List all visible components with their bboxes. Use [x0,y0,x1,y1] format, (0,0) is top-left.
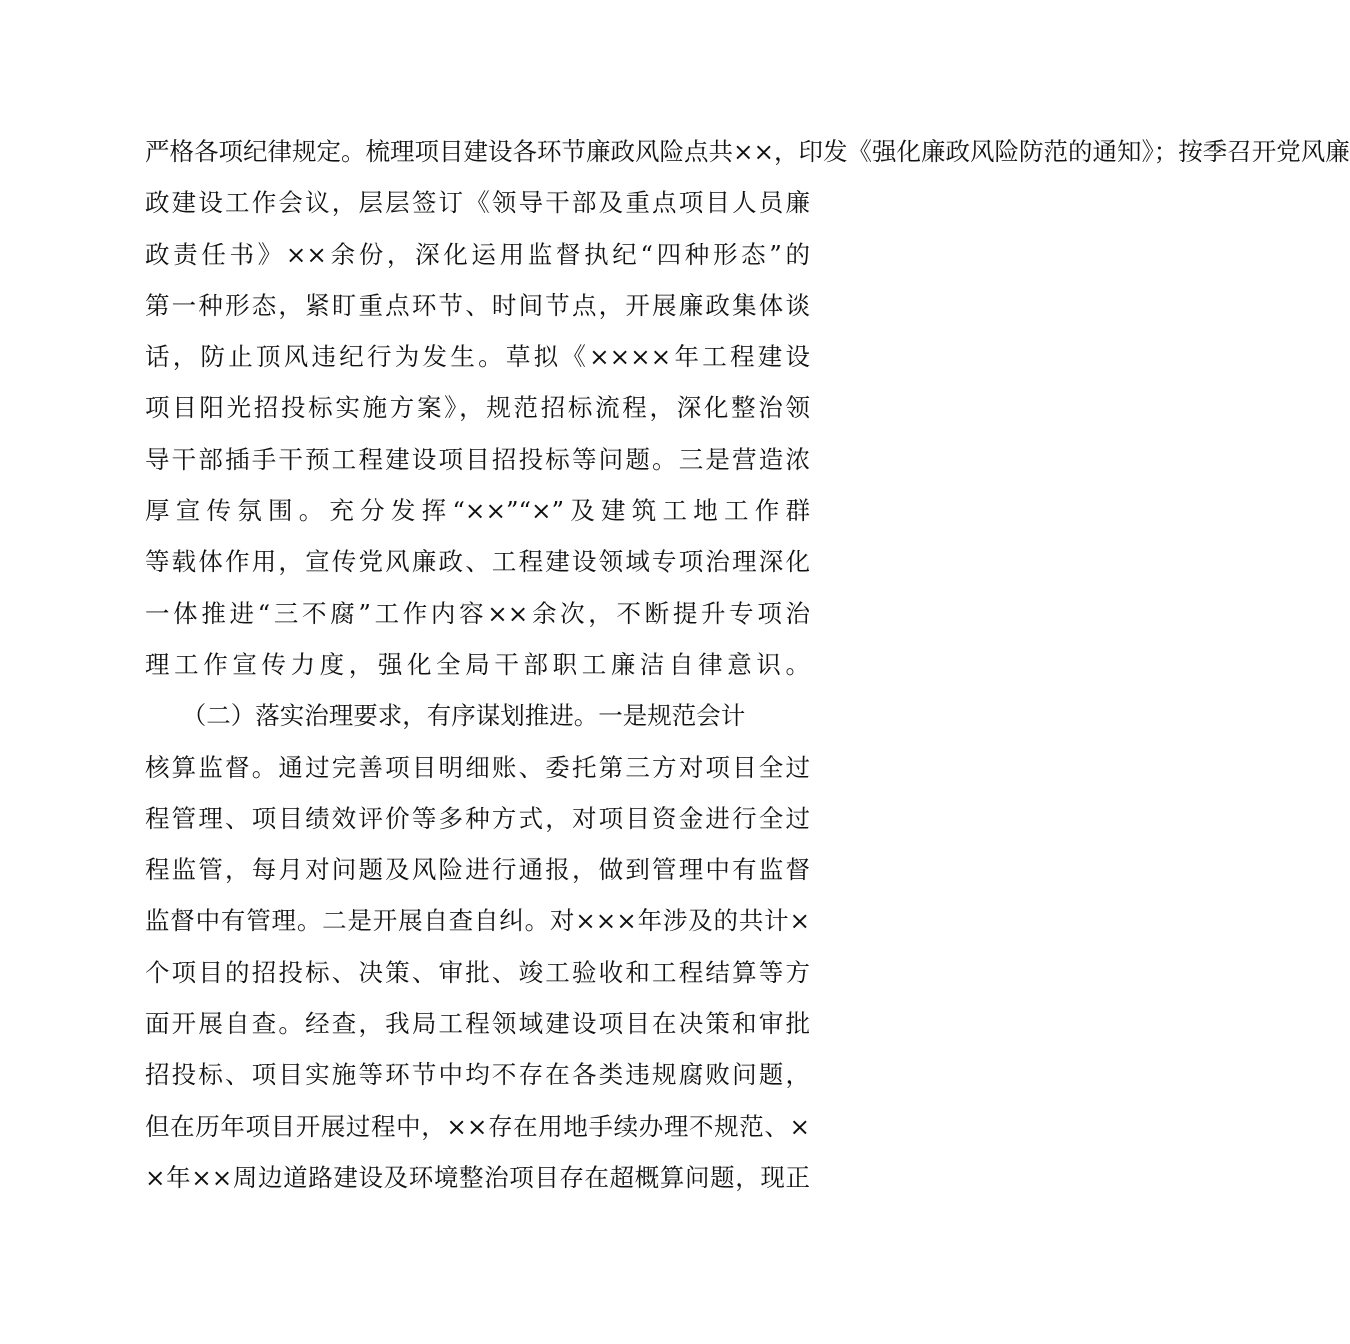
text-line-9: 等载体作用，宣传党风廉政、工程建设领域专项治理深化 [145,547,810,577]
text-line-2: 政建设工作会议，层层签订《领导干部及重点项目人员廉 [145,188,810,218]
text-line-3: 政责任书》××余份，深化运用监督执纪“四种形态”的 [145,239,810,269]
text-line-12: （二）落实治理要求，有序谋划推进。一是规范会计 [145,701,746,731]
text-line-7: 导干部插手干预工程建设项目招投标等问题。三是营造浓 [145,444,810,474]
text-line-5: 话，防止顶风违纪行为发生。草拟《××××年工程建设 [145,342,810,372]
body-text [145,126,1350,1203]
text-line-10: 一体推进“三不腐”工作内容××余次，不断提升专项治 [145,598,810,628]
text-line-16: 监督中有管理。二是开展自查自纠。对×××年涉及的共计× [145,906,810,936]
text-line-1: 严格各项纪律规定。梳理项目建设各环节廉政风险点共××，印发《强化廉政风险防范的通知》；按季召开党风廉 [145,137,1350,166]
text-line-8: 厚宣传氛围。充分发挥“××”“×”及建筑工地工作群 [145,496,810,526]
text-line-11: 理工作宣传力度，强化全局干部职工廉洁自律意识。 [145,649,810,679]
text-line-20: 但在历年项目开展过程中，××存在用地手续办理不规范、× [145,1111,810,1141]
text-line-13: 核算监督。通过完善项目明细账、委托第三方对项目全过 [145,752,810,782]
text-line-17: 个项目的招投标、决策、审批、竣工验收和工程结算等方 [145,957,810,987]
text-line-6: 项目阳光招投标实施方案》，规范招标流程，深化整治领 [145,393,810,423]
text-line-15: 程监管，每月对问题及风险进行通报，做到管理中有监督 [145,855,810,885]
text-line-14: 程管理、项目绩效评价等多种方式，对项目资金进行全过 [145,803,810,833]
text-line-18: 面开展自查。经查，我局工程领域建设项目在决策和审批 [145,1009,810,1039]
text-line-4: 第一种形态，紧盯重点环节、时间节点，开展廉政集体谈 [145,290,810,320]
text-line-19: 招投标、项目实施等环节中均不存在各类违规腐败问题， [145,1060,810,1090]
text-line-21: ×年××周边道路建设及环境整治项目存在超概算问题，现正 [145,1162,810,1192]
